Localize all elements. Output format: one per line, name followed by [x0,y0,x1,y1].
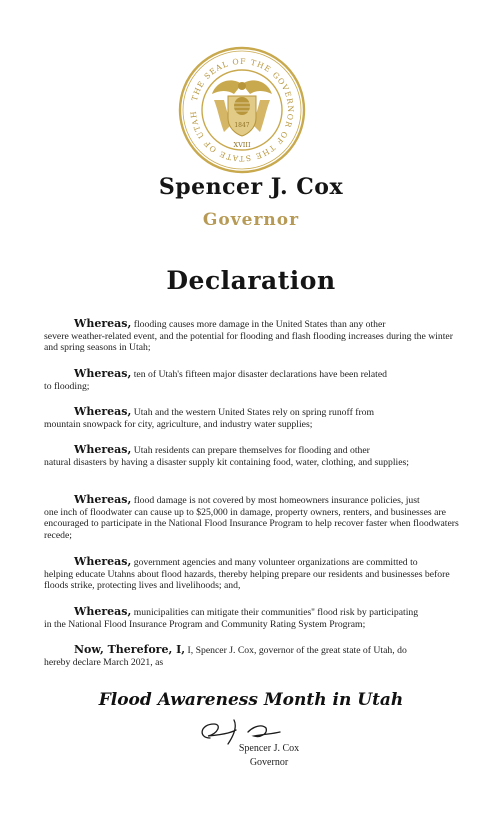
whereas-paragraph [44,556,460,592]
paragraph-body: one inch of floodwater can cause up to $25,000 in damage, property owners, renters, and businesses are encouraged to participate in the National Flood Insurance Program to help recover faster when floodwaters recede; [44,506,459,541]
seal-ring-text: THE SEAL OF THE GOVERNOR OF THE STATE OF UTAH [188,56,296,164]
paragraph-lead: Whereas, [74,493,132,506]
paragraph-lead: Whereas, [74,405,132,418]
paragraph-first-line: municipalities can mitigate their communities'' flood risk by participating [133,607,419,618]
paragraph-body: mountain snowpack for city, agriculture, and industry water supplies; [44,418,313,430]
governor-title: Governor [202,210,300,230]
whereas-paragraph [44,444,460,468]
seal-roman-numeral: XVIII [233,141,251,149]
governor-name: Spencer J. Cox [158,174,344,200]
paragraph-body: helping educate Utahns about flood hazards, thereby helping prepare our residents and businesses before floods strike, protecting lives and livelihoods; and, [44,568,450,592]
signature-title: Governor [249,757,289,768]
whereas-paragraph [44,406,460,430]
now-therefore-paragraph [44,644,460,668]
whereas-paragraph [44,318,460,354]
paragraph-lead: Whereas, [74,605,132,618]
paragraph-body: hereby declare March 2021, as [44,656,164,668]
paragraph-first-line: Utah and the western United States rely on spring runoff from [133,407,375,418]
paragraph-lead: Whereas, [74,317,132,330]
governor-seal-icon [178,46,306,174]
paragraph-first-line: flood damage is not covered by most homeowners insurance policies, just [133,495,420,506]
paragraph-first-line: Utah residents can prepare themselves for flooding and other [133,445,370,456]
paragraph-lead: Now, Therefore, I, [74,643,186,656]
whereas-paragraph [44,494,460,541]
whereas-paragraph [44,368,460,392]
paragraph-lead: Whereas, [74,367,132,380]
paragraph-body: in the National Flood Insurance Program and Community Rating System Program; [44,618,366,630]
paragraph-lead: Whereas, [74,555,132,568]
paragraph-body: severe weather-related event, and the potential for flooding and flash flooding increases during the winter and spring seasons in Utah; [44,330,453,354]
paragraph-first-line: government agencies and many volunteer organizations are committed to [133,557,418,568]
document-title: Declaration [166,266,336,295]
signature-name: Spencer J. Cox [238,743,300,754]
paragraph-first-line: flooding causes more damage in the United States than any other [133,319,386,330]
paragraph-body: natural disasters by having a disaster supply kit containing food, water, clothing, and supplies; [44,456,409,468]
paragraph-lead: Whereas, [74,443,132,456]
paragraph-first-line: I, Spencer J. Cox, governor of the great state of Utah, do [187,645,407,656]
proclamation-title: Flood Awareness Month in Utah [98,690,404,710]
paragraph-first-line: ten of Utah's fifteen major disaster declarations have been related [133,369,387,380]
whereas-paragraph [44,606,460,630]
seal-year: 1847 [234,122,250,129]
paragraph-body: to flooding; [44,380,90,392]
